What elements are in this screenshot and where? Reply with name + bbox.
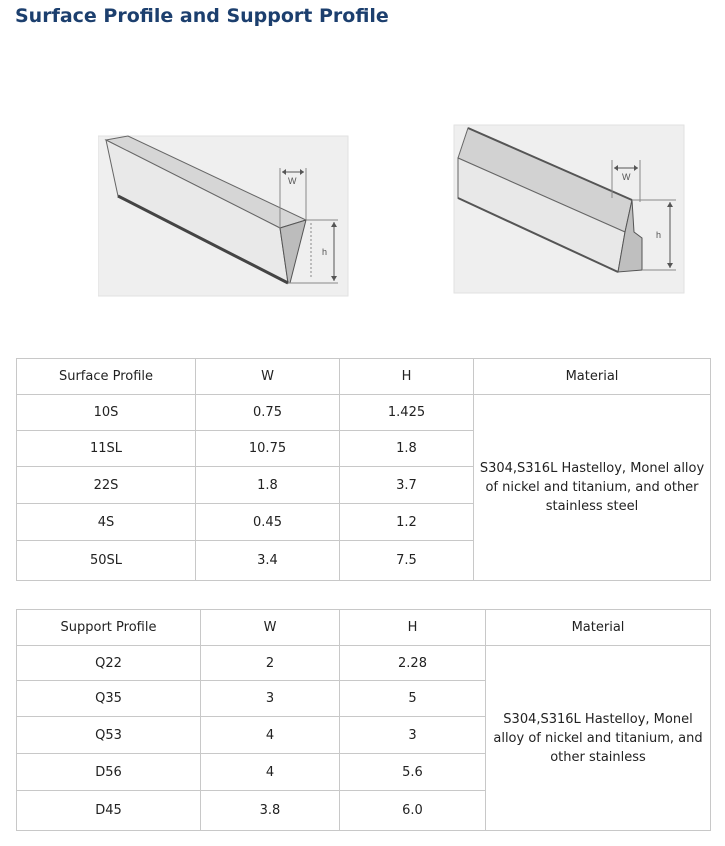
table-cell: Q53 (17, 717, 201, 754)
column-header: Support Profile (17, 610, 201, 646)
column-header: Surface Profile (17, 359, 196, 395)
support-h-label: h (656, 230, 662, 240)
support-profile-diagram (450, 120, 690, 295)
table-cell: 4 (201, 717, 340, 754)
surface-h-label: h (322, 247, 328, 257)
table-cell: 3.8 (201, 791, 340, 831)
table-cell: 2 (201, 646, 340, 681)
table-cell: 3 (340, 717, 486, 754)
table-cell: 3.4 (196, 541, 340, 581)
table-row (17, 395, 711, 431)
table-cell: 3 (201, 681, 340, 717)
table-cell: 0.75 (196, 395, 340, 431)
table-cell: 7.5 (340, 541, 474, 581)
table-cell: 50SL (17, 541, 196, 581)
table-cell: D56 (17, 754, 201, 791)
page-title: Surface Profile and Support Profile (15, 5, 389, 27)
table-cell: 4S (17, 504, 196, 541)
material-cell: S304,S316L Hastelloy, Monel alloy of nickel and titanium, and other stainless (486, 646, 711, 831)
table-cell: 1.8 (340, 431, 474, 467)
column-header: Material (486, 610, 711, 646)
table-cell: 1.2 (340, 504, 474, 541)
table-cell: 10.75 (196, 431, 340, 467)
table-cell: 2.28 (340, 646, 486, 681)
table-cell: 3.7 (340, 467, 474, 504)
surface-profile-table (16, 358, 711, 581)
table-cell: Q35 (17, 681, 201, 717)
table-cell: 22S (17, 467, 196, 504)
column-header: H (340, 610, 486, 646)
table-header-row (17, 359, 711, 395)
table-header-row (17, 610, 711, 646)
support-w-label: W (622, 172, 631, 182)
table-row (17, 646, 711, 681)
table-cell: 1.8 (196, 467, 340, 504)
table-cell: 0.45 (196, 504, 340, 541)
support-profile-table (16, 609, 711, 831)
table-cell: 5.6 (340, 754, 486, 791)
material-cell: S304,S316L Hastelloy, Monel alloy of nickel and titanium, and other stainless steel (474, 395, 711, 581)
surface-w-label: W (288, 176, 297, 186)
column-header: Material (474, 359, 711, 395)
table-cell: 6.0 (340, 791, 486, 831)
table-cell: 10S (17, 395, 196, 431)
column-header: W (201, 610, 340, 646)
table-cell: 1.425 (340, 395, 474, 431)
surface-profile-diagram (98, 128, 358, 298)
table-cell: D45 (17, 791, 201, 831)
table-cell: 4 (201, 754, 340, 791)
table-cell: 11SL (17, 431, 196, 467)
table-cell: 5 (340, 681, 486, 717)
column-header: H (340, 359, 474, 395)
table-cell: Q22 (17, 646, 201, 681)
column-header: W (196, 359, 340, 395)
